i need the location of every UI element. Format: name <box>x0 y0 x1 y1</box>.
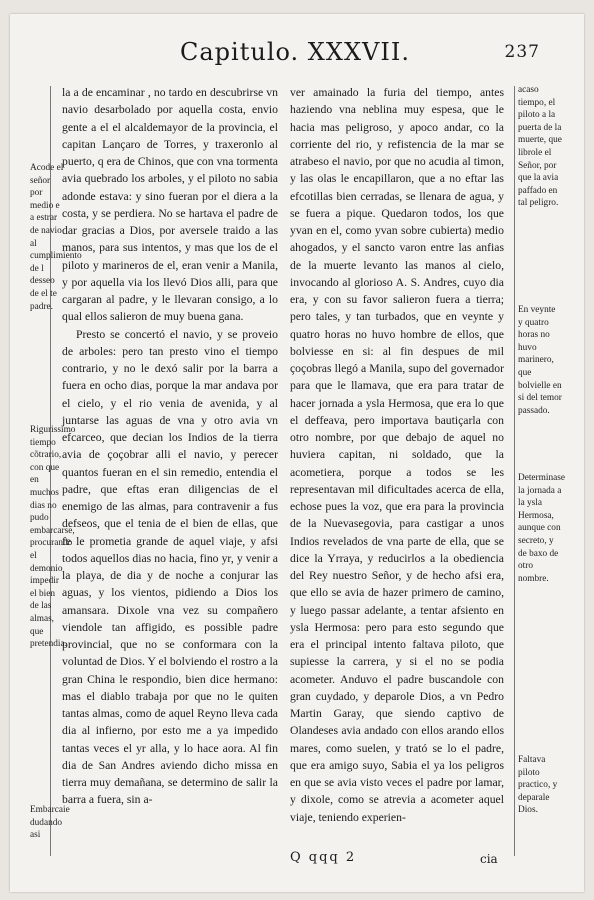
margin-note-left: Embarcaie dudando asi <box>30 805 70 841</box>
margin-note-right: Faltava piloto practico, y deparale Dios. <box>518 755 558 816</box>
right-margin-rule <box>514 86 515 856</box>
paragraph: Presto se concertó el navio, y se proveio de arboles: pero tan presto vino el tiempo contrario, y no le dexó salir por la barra a fuera en ocho dias, porque la mar andava por el cielo, y el rio venia de avenida, y al juntarse las aguas de vna y otro avia vn efcarceo, que decian los Indios de la tierra avia de çoçobrar alli el navio, y perecer quantos fueran en el sin remedio, entendia el padre, que eftas eran diligencias de el enemigo de las almas, para contravenir a fus defseos, que el tenia de el bien de ellas, que fe le prometia grande de aquel viaje, y afsi todos aquellos dias no hacia, fino yr, y venir a la playa, de dia y de noche a conjurar las aguas, y los vientos, pidiendo a Dios los amansara. Dixole vna vez su compañero viendole tan affigido, es possible padre provincial, que no se conformara con la voluntad de Dios. Y el bolviendo el rostro a la gran China le respondio, bien dice hermano: mas el diablo trabaja por que no le quiten tantas almas, como de aquel Reyno lleva cada dia al infierno, por esto me a ya impedido tantas veces el yr alla, y lo hace aora. Al fin dia de San Andres aviendo dicho missa en tierra muy demañana, se determino de salir la barra a fuera, sin a- <box>62 327 278 807</box>
chapter-title: Capitulo. XXXVII. <box>180 38 410 66</box>
signature-mark: Q qqq 2 <box>290 850 357 865</box>
margin-note-right: Determinase la jornada a la ysla Hermosa, aunque con secreto, y de baxo de otro nombre. <box>518 473 565 584</box>
margin-note-right: acaso tiempo, el piloto a la puerta de la muerte, que librole el Señor, por que la avia paffado en tal peligro. <box>518 85 562 209</box>
text-column-left <box>62 84 278 874</box>
page-number: 237 <box>504 42 540 62</box>
catchword: cia <box>480 852 498 866</box>
margin-note-left: Rigurissimo tiempo cõtrario, con que en muchos dias no pudo embarcarse, procurando el demonio impedir el bien de las almas, que pretendia. <box>30 425 76 650</box>
margin-note-right: En veynte y quatro horas no huvo marinero, que bolvielle en si del temor passado. <box>518 305 562 416</box>
text-column-right <box>290 84 504 874</box>
book-page <box>10 14 584 892</box>
paragraph: ver amainado la furia del tiempo, antes haziendo vna neblina muy espesa, que le hacia mas peligroso, y apoco andar, co la corriente del rio, y refistencia de la mar se atrabeso el navio, por que no acudia al timon, y las olas le encapillaron, que a no eftar las efcotillas bien cerradas, se llenara de agua, y se fuera a pique. Quedaron todos, los que yvan en el, como yvan sobre cubierta) medio ahogados, y el sancto varon entre las anfias de la muerte levanto las manos al cielo, invocando al glorioso A. S. Andres, cuyo dia era, y con su favor salieron fuera a tierra; pero tales, y tan turbados, que en veynte y quatro horas no huvo hombre de ellos, que bolviesse en si: al fin despues de mil çoçobras llegó a Manila, supo del governador para que le llamava, que era para tratar de hacer jornada a ysla Hermosa, que era lo que el deffeava, pero importava bautiçarla con otro nombre, por que debajo de aquel no huviera capitan, ni soldado, que la acometiera, porque a todos se les representavan mil dificultades acerca de ella, echose pues la voz, que era para la provincia de la Nuevasegovia, para castigar a unos Indios revelados de vna parte de ella, que se dice la Yrraya, y reducirlos a la obediencia del Rey nuestro Señor, y de hecho afsi era, que ello se avia de hazer primero de camino, y luego passar adelante, a tentar afsiento en ysla Hermosa: pero para esto segundo que era el principal intento faltava piloto, que supiesse la carrera, y si el no se podia acometer. Anduvo el padre buscandole con gran cuydado, y deparole Dios, a vn Pedro Martin Garay, que siendo captivo de Olandeses avia andado con ellos arando ellos mares, como suelen, y trató se lo el padre, que era amigo suyo, Sabia el ya los peligros en que se avia visto veces el padre por lamar, y dixole, como se atrevia a acometer aquel viaje, teniendo experien- <box>290 86 504 824</box>
margin-note-left: Acode el señor por medio e a estrar de navio al cumplimiento de l desseo de el te padre. <box>30 163 82 312</box>
page-header <box>160 38 540 74</box>
paragraph: la a de encaminar , no tardo en descubrirse vn navio desarbolado por aquella costa, envio gente a el el alcaldemayor de la provincia, el capitan Lançaro de Torres, y traxeronlo al puerto, q era de Chinos, que con vna tormenta avia quebrado los arboles, y el piloto no sabia adonde estava: y sino fueran por el diera a la costa, y se perdiera. No se hartava el padre de dar gracias a Dios, por aversele traido a las manos, para sus intentos, y mas que los de el piloto y marineros de el, eran venir a Manila, y por aquella via los llevó Dios alli, para que cargaran al padre, y le llevaran consigo, a lo qual ellos salieron de muy buena gana. <box>62 86 278 324</box>
